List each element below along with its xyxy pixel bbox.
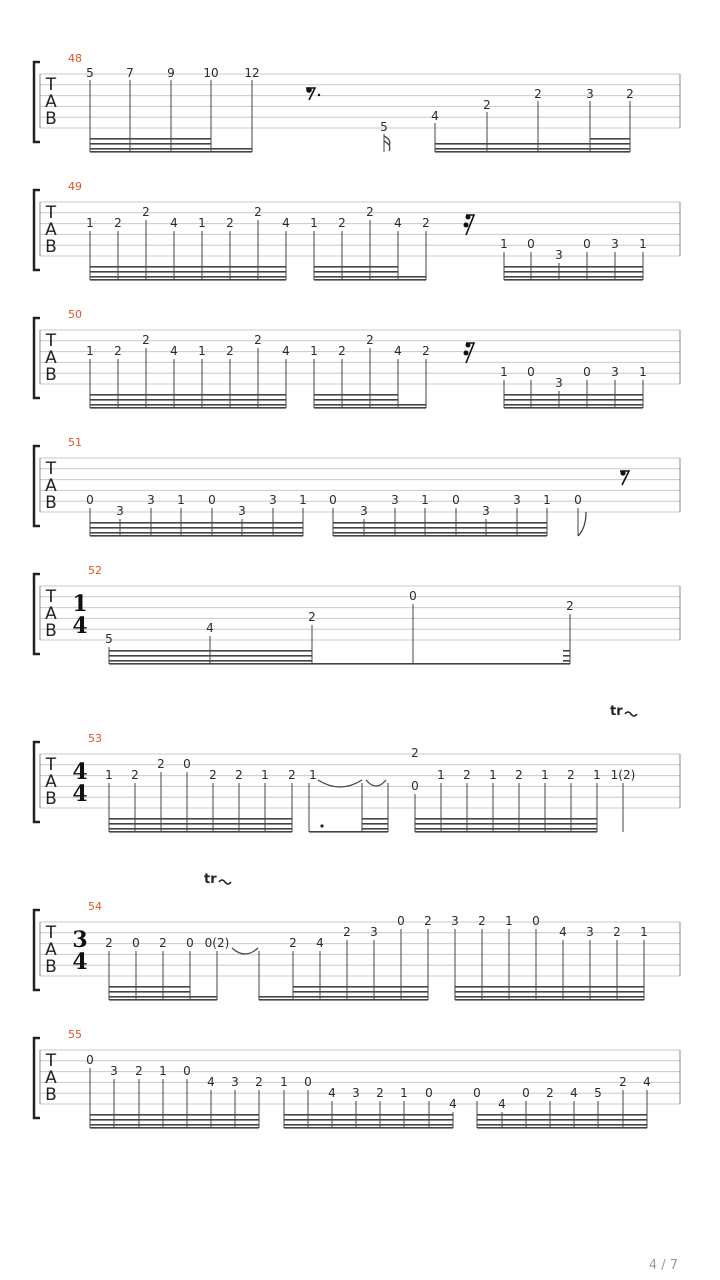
tab-label-b: B xyxy=(45,365,57,385)
fret-number: 2 xyxy=(566,599,574,613)
fret-number: 2 xyxy=(626,87,634,101)
tab-label-a: A xyxy=(45,772,57,792)
fret-number: 4 xyxy=(498,1097,506,1111)
fret-number: 0 xyxy=(522,1086,530,1100)
dotted-rest-icon xyxy=(306,87,320,100)
measure-number: 53 xyxy=(88,732,102,745)
system-53 xyxy=(34,704,680,833)
fret-number: 1 xyxy=(261,768,269,782)
fret-number: 2 xyxy=(613,925,621,939)
staff-bracket xyxy=(34,1038,40,1118)
fret-number: 2 xyxy=(424,914,432,928)
fret-number: 4 xyxy=(206,621,214,635)
tab-label-b: B xyxy=(45,621,57,641)
fret-number: 1 xyxy=(640,925,648,939)
tab-label-b: B xyxy=(45,1085,57,1105)
fret-number: 0 xyxy=(304,1075,312,1089)
fret-number: 4 xyxy=(282,344,290,358)
fret-number: 1 xyxy=(400,1086,408,1100)
tab-label-t: T xyxy=(45,1051,57,1071)
fret-number: 2 xyxy=(546,1086,554,1100)
fret-number: 1 xyxy=(541,768,549,782)
fret-number: 1 xyxy=(489,768,497,782)
fret-number: 10 xyxy=(203,66,219,80)
fret-number: 1 xyxy=(86,344,94,358)
fret-number: 1 xyxy=(309,768,317,782)
system-55 xyxy=(34,1028,680,1129)
fret-number: 2 xyxy=(254,205,262,219)
system-51 xyxy=(34,436,680,537)
fret-number: 3 xyxy=(555,376,563,390)
fret-number: 4 xyxy=(559,925,567,939)
fret-number: 12 xyxy=(244,66,260,80)
staff-bracket xyxy=(34,190,40,270)
fret-number: 4 xyxy=(282,216,290,230)
fret-number: 4 xyxy=(570,1086,578,1100)
fret-number: 0 xyxy=(183,757,191,771)
tab-label-a: A xyxy=(45,476,57,496)
rest-icon xyxy=(620,470,629,485)
fret-number: 4 xyxy=(316,936,324,950)
staff-bracket xyxy=(34,446,40,526)
measure-number: 51 xyxy=(68,436,82,449)
fret-number: 2 xyxy=(376,1086,384,1100)
fret-number: 4 xyxy=(394,344,402,358)
fret-number: 3 xyxy=(482,504,490,518)
time-signature-top: 3 xyxy=(72,927,88,953)
flag xyxy=(578,512,586,536)
fret-number: 1 xyxy=(198,216,206,230)
fret-number: 2 xyxy=(308,610,316,624)
tab-label-t: T xyxy=(45,75,57,95)
rest-icon xyxy=(464,343,475,364)
fret-number: 1 xyxy=(159,1064,167,1078)
time-signature-bottom: 4 xyxy=(72,781,88,807)
fret-number: 1 xyxy=(437,768,445,782)
tab-label-a: A xyxy=(45,92,57,112)
fret-number: 4 xyxy=(431,109,439,123)
tab-label-a: A xyxy=(45,348,57,368)
page-number: 4 / 7 xyxy=(648,1258,678,1273)
staff-bracket xyxy=(34,318,40,398)
fret-number: 1 xyxy=(639,365,647,379)
fret-number: 2 xyxy=(422,216,430,230)
staff-lines xyxy=(40,74,680,128)
staff-bracket xyxy=(34,910,40,990)
fret-number: 2 xyxy=(157,757,165,771)
fret-number: 1 xyxy=(593,768,601,782)
fret-number: 2 xyxy=(422,344,430,358)
beams xyxy=(109,818,597,833)
system-52 xyxy=(34,564,680,665)
tie xyxy=(232,948,258,954)
tab-label-a: A xyxy=(45,940,57,960)
fret-number: 0 xyxy=(132,936,140,950)
fret-number: 2 xyxy=(114,344,122,358)
fret-number: 3 xyxy=(147,493,155,507)
fret-number: 3 xyxy=(352,1086,360,1100)
fret-number: 0 xyxy=(574,493,582,507)
fret-number: 0 xyxy=(329,493,337,507)
fret-number: 5 xyxy=(105,632,113,646)
beams xyxy=(90,394,643,409)
measure-number: 49 xyxy=(68,180,82,193)
fret-number: 1 xyxy=(177,493,185,507)
time-signature-bottom: 4 xyxy=(72,949,88,975)
fret-number: 0 xyxy=(532,914,540,928)
fret-number: 3 xyxy=(611,237,619,251)
fret-number: 0 xyxy=(409,589,417,603)
fret-number: 3 xyxy=(391,493,399,507)
fret-number: 2 xyxy=(463,768,471,782)
fret-number: 3 xyxy=(513,493,521,507)
fret-number: 3 xyxy=(555,248,563,262)
tie xyxy=(366,780,386,786)
fret-number: 2 xyxy=(226,344,234,358)
note-stems xyxy=(90,80,630,152)
fret-number: 5 xyxy=(86,66,94,80)
fret-number: 0 xyxy=(411,779,419,793)
fret-number: 0 xyxy=(473,1086,481,1100)
fret-number: 2 xyxy=(366,205,374,219)
trill-marking: tr xyxy=(204,872,217,887)
fret-number: 3 xyxy=(231,1075,239,1089)
fret-number: 1 xyxy=(500,365,508,379)
system-50 xyxy=(34,308,680,409)
tab-label-a: A xyxy=(45,604,57,624)
measure-number: 50 xyxy=(68,308,82,321)
fret-number: 0 xyxy=(583,365,591,379)
fret-number: 0 xyxy=(208,493,216,507)
fret-number: 0 xyxy=(186,936,194,950)
fret-number: 2 xyxy=(288,768,296,782)
measure-number: 48 xyxy=(68,52,82,65)
rest-icon xyxy=(464,215,475,236)
fret-number: 4 xyxy=(394,216,402,230)
fret-number: 0 xyxy=(583,237,591,251)
fret-number: 4 xyxy=(449,1097,457,1111)
tab-label-t: T xyxy=(45,755,57,775)
fret-number: 2 xyxy=(255,1075,263,1089)
fret-number: 2 xyxy=(135,1064,143,1078)
fret-number: 2 xyxy=(235,768,243,782)
fret-number: 2 xyxy=(567,768,575,782)
tab-label-b: B xyxy=(45,957,57,977)
fret-number: 3 xyxy=(116,504,124,518)
fret-number: 2 xyxy=(105,936,113,950)
fret-number: 1 xyxy=(310,344,318,358)
fret-number: 9 xyxy=(167,66,175,80)
measure-number: 55 xyxy=(68,1028,82,1041)
tab-label-b: B xyxy=(45,237,57,257)
fret-number: 1 xyxy=(198,344,206,358)
beams xyxy=(90,266,643,281)
measure-number: 52 xyxy=(88,564,102,577)
tab-label-t: T xyxy=(45,203,57,223)
fret-number: 1 xyxy=(310,216,318,230)
tab-label-t: T xyxy=(45,331,57,351)
fret-number: 2 xyxy=(254,333,262,347)
fret-number: 1 xyxy=(421,493,429,507)
fret-number: 4 xyxy=(207,1075,215,1089)
tab-label-t: T xyxy=(45,587,57,607)
fret-number: 2 xyxy=(226,216,234,230)
trill-wave-icon xyxy=(219,880,231,884)
fret-number: 2 xyxy=(209,768,217,782)
fret-number: 7 xyxy=(126,66,134,80)
fret-number: 0 xyxy=(183,1064,191,1078)
fret-number: 2 xyxy=(289,936,297,950)
trill-wave-icon xyxy=(625,712,637,716)
fret-number: 2 xyxy=(478,914,486,928)
flag xyxy=(384,136,390,151)
fret-number: 0 xyxy=(86,493,94,507)
fret-number: 1 xyxy=(500,237,508,251)
tab-label-a: A xyxy=(45,1068,57,1088)
fret-number: 2 xyxy=(343,925,351,939)
fret-number: 0(2) xyxy=(204,936,230,950)
fret-number: 3 xyxy=(360,504,368,518)
time-signature-top: 1 xyxy=(72,591,88,617)
fret-number: 2 xyxy=(142,333,150,347)
staff-bracket xyxy=(34,742,40,822)
tab-label-t: T xyxy=(45,459,57,479)
staff-bracket xyxy=(34,574,40,654)
fret-number: 0 xyxy=(425,1086,433,1100)
fret-number: 1 xyxy=(505,914,513,928)
fret-number: 3 xyxy=(586,925,594,939)
fret-number: 3 xyxy=(611,365,619,379)
time-signature-bottom: 4 xyxy=(72,613,88,639)
fret-number: 0 xyxy=(86,1053,94,1067)
time-signature-top: 4 xyxy=(72,759,88,785)
fret-number: 3 xyxy=(269,493,277,507)
fret-number: 2 xyxy=(534,87,542,101)
dot xyxy=(320,824,323,827)
fret-number: 1 xyxy=(299,493,307,507)
staff-lines xyxy=(40,586,680,640)
fret-number: 2 xyxy=(366,333,374,347)
fret-number: 3 xyxy=(370,925,378,939)
fret-number: 4 xyxy=(170,344,178,358)
fret-number: 1 xyxy=(105,768,113,782)
tab-label-t: T xyxy=(45,923,57,943)
fret-number: 2 xyxy=(131,768,139,782)
fret-number: 2 xyxy=(142,205,150,219)
fret-number: 0 xyxy=(527,365,535,379)
fret-number: 5 xyxy=(594,1086,602,1100)
tab-label-b: B xyxy=(45,493,57,513)
system-48 xyxy=(34,52,680,153)
system-49 xyxy=(34,180,680,281)
fret-number: 2 xyxy=(483,98,491,112)
fret-number: 4 xyxy=(170,216,178,230)
fret-number: 0 xyxy=(452,493,460,507)
fret-number: 1(2) xyxy=(610,768,636,782)
beams xyxy=(109,986,644,1001)
fret-number: 3 xyxy=(238,504,246,518)
beams xyxy=(90,522,547,537)
fret-number: 1 xyxy=(639,237,647,251)
fret-number: 5 xyxy=(380,120,388,134)
tab-label-b: B xyxy=(45,109,57,129)
fret-number: 4 xyxy=(328,1086,336,1100)
fret-number: 1 xyxy=(543,493,551,507)
fret-number: 2 xyxy=(159,936,167,950)
fret-number: 2 xyxy=(411,746,419,760)
measure-number: 54 xyxy=(88,900,102,913)
trill-marking: tr xyxy=(610,704,623,719)
fret-number: 1 xyxy=(86,216,94,230)
fret-number: 1 xyxy=(280,1075,288,1089)
fret-number: 0 xyxy=(527,237,535,251)
fret-number: 2 xyxy=(619,1075,627,1089)
fret-number: 2 xyxy=(338,216,346,230)
fret-number: 2 xyxy=(114,216,122,230)
beams xyxy=(109,650,570,665)
tab-label-a: A xyxy=(45,220,57,240)
fret-number: 2 xyxy=(338,344,346,358)
fret-number: 3 xyxy=(586,87,594,101)
staff-bracket xyxy=(34,62,40,142)
beams xyxy=(90,1114,647,1129)
fret-number: 2 xyxy=(515,768,523,782)
system-54 xyxy=(34,872,680,1001)
fret-number: 3 xyxy=(451,914,459,928)
tab-label-b: B xyxy=(45,789,57,809)
fret-number: 0 xyxy=(397,914,405,928)
fret-number: 4 xyxy=(643,1075,651,1089)
fret-number: 3 xyxy=(110,1064,118,1078)
